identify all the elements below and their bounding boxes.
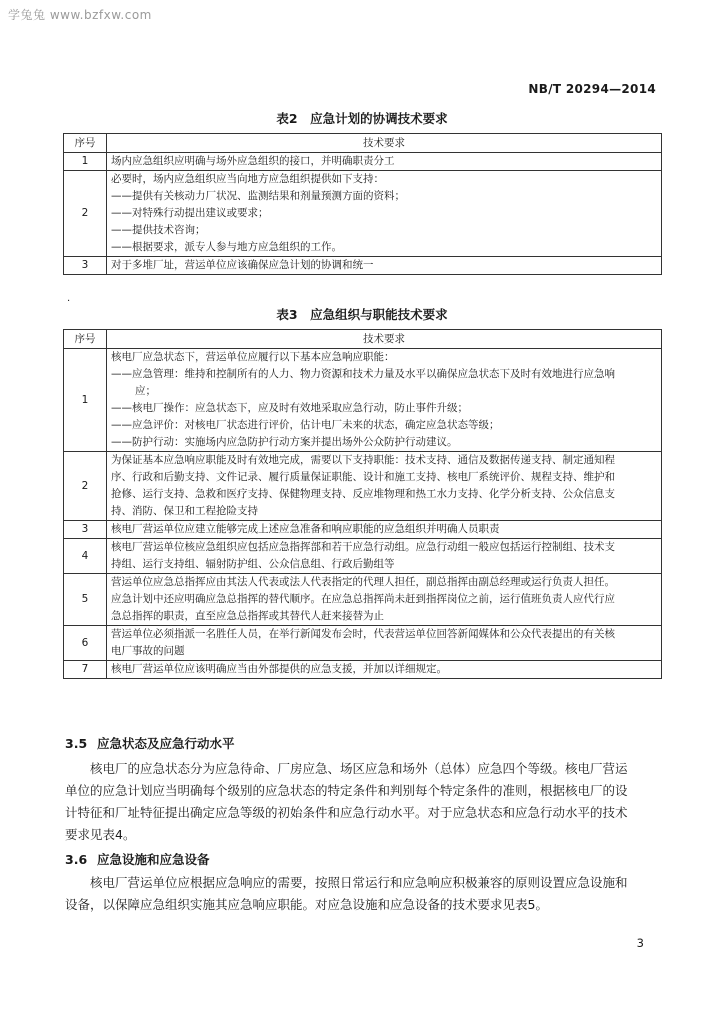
row-number: 1 — [64, 153, 107, 171]
col-header-requirement: 技术要求 — [107, 330, 662, 349]
text-line: 持、消防、保卫和工程抢险支持 — [111, 505, 258, 517]
row-requirement — [107, 153, 662, 171]
section-title: 应急设施和应急设备 — [97, 852, 210, 867]
text-line: 核电厂应急状态下，营运单位应履行以下基本应急响应职能： — [111, 351, 395, 363]
col-header-requirement: 技术要求 — [107, 134, 662, 153]
table-row — [64, 349, 662, 452]
row-requirement — [107, 521, 662, 539]
col-header-no: 序号 — [64, 134, 107, 153]
row-number: 3 — [64, 521, 107, 539]
text-line: 序、行政和后勤支持、文件记录、履行质量保证职能、设计和施工支持、核电厂系统评价、规程支持、维护和 — [111, 471, 615, 483]
row-requirement — [107, 661, 662, 679]
text-line: ——应急管理：维持和控制所有的人力、物力资源和技术力量及水平以确保应急状态下及时有效地进行应急响 — [111, 368, 615, 380]
row-number: 4 — [64, 539, 107, 574]
section-3-6-paragraph — [65, 872, 663, 916]
section-3-6-heading — [65, 850, 210, 868]
text-line: ——对特殊行动提出建议或要求； — [111, 207, 269, 219]
text-line: 营运单位应急总指挥应由其法人代表或法人代表指定的代理人担任，副总指挥由副总经理或运行负责人担任。 — [111, 576, 615, 588]
text-line: 应； — [135, 385, 156, 397]
text-line: ——提供技术咨询； — [111, 224, 206, 236]
text-line: 持组、运行支持组、辐射防护组、公众信息组、行政后勤组等 — [111, 558, 395, 570]
text-line: 要求见表4。 — [65, 827, 136, 842]
section-title: 应急状态及应急行动水平 — [97, 736, 235, 751]
text-line: 核电厂的应急状态分为应急待命、厂房应急、场区应急和场外（总体）应急四个等级。核电厂营运 — [90, 761, 628, 776]
text-line: 为保证基本应急响应职能及时有效地完成，需要以下支持职能：技术支持、通信及数据传递支持、制定通知程 — [111, 454, 615, 466]
row-number: 2 — [64, 171, 107, 257]
section-3-5-heading — [65, 734, 235, 752]
col-header-no: 序号 — [64, 330, 107, 349]
table2 — [63, 133, 662, 275]
text-line: ——核电厂操作：应急状态下，应及时有效地采取应急行动，防止事件升级； — [111, 402, 468, 414]
text-line: 急总指挥的职责，直至应急总指挥或其替代人赶来接替为止 — [111, 610, 384, 622]
text-line: 场内应急组织应明确与场外应急组织的接口，并明确职责分工 — [111, 155, 395, 167]
text-line: 设备，以保障应急组织实施其应急响应职能。对应急设施和应急设备的技术要求见表5。 — [65, 897, 548, 912]
row-requirement — [107, 452, 662, 521]
table-row — [64, 661, 662, 679]
row-requirement — [107, 574, 662, 626]
table-row — [64, 539, 662, 574]
table-row — [64, 257, 662, 275]
table-row — [64, 574, 662, 626]
text-line: ——根据要求，派专人参与地方应急组织的工作。 — [111, 241, 342, 253]
row-requirement — [107, 626, 662, 661]
text-line: 对于多堆厂址，营运单位应该确保应急计划的协调和统一 — [111, 259, 374, 271]
section-number: 3.6 — [65, 852, 88, 867]
table-row — [64, 153, 662, 171]
stray-mark: · — [67, 296, 71, 307]
text-line: 必要时，场内应急组织应当向地方应急组织提供如下支持： — [111, 173, 384, 185]
text-line: ——防护行动：实施场内应急防护行动方案并提出场外公众防护行动建议。 — [111, 436, 458, 448]
standard-number: NB/T 20294—2014 — [528, 82, 656, 96]
text-line: ——提供有关核动力厂状况、监测结果和剂量预测方面的资料； — [111, 190, 405, 202]
table-row — [64, 452, 662, 521]
row-number: 2 — [64, 452, 107, 521]
table2-caption: 表2 应急计划的协调技术要求 — [276, 111, 448, 126]
table-row — [64, 626, 662, 661]
row-requirement — [107, 171, 662, 257]
page-number: 3 — [636, 936, 644, 950]
row-requirement — [107, 349, 662, 452]
row-requirement — [107, 257, 662, 275]
text-line: 电厂事故的问题 — [111, 645, 185, 657]
text-line: ——应急评价：对核电厂状态进行评价，估计电厂未来的状态，确定应急状态等级； — [111, 419, 500, 431]
text-line: 单位的应急计划应当明确每个级别的应急状态的特定条件和判别每个特定条件的准则，根据核电厂的设 — [65, 783, 628, 798]
text-line: 核电厂营运单位应建立能够完成上述应急准备和响应职能的应急组织并明确人员职责 — [111, 523, 500, 535]
row-number: 3 — [64, 257, 107, 275]
site-watermark: 学兔兔 www.bzfxw.com — [8, 8, 152, 22]
text-line: 营运单位必须指派一名胜任人员，在举行新闻发布会时，代表营运单位回答新闻媒体和公众代表提出的有关核 — [111, 628, 615, 640]
text-line: 计特征和厂址特征提出确定应急等级的初始条件和应急行动水平。对于应急状态和应急行动水平的技术 — [65, 805, 628, 820]
row-number: 5 — [64, 574, 107, 626]
table3 — [63, 329, 662, 679]
row-requirement — [107, 539, 662, 574]
table-row — [64, 521, 662, 539]
text-line: 核电厂营运单位核应急组织应包括应急指挥部和若干应急行动组。应急行动组一般应包括运行控制组、技术支 — [111, 541, 615, 553]
table-header-row — [64, 134, 662, 153]
table-row — [64, 171, 662, 257]
text-line: 应急计划中还应明确应急总指挥的替代顺序。在应急总指挥尚未赶到指挥岗位之前，运行值班负责人应代行应 — [111, 593, 615, 605]
row-number: 6 — [64, 626, 107, 661]
section-3-5-paragraph — [65, 758, 663, 846]
row-number: 7 — [64, 661, 107, 679]
table-header-row — [64, 330, 662, 349]
text-line: 核电厂营运单位应该明确应当由外部提供的应急支援，并加以详细规定。 — [111, 663, 447, 675]
table3-caption: 表3 应急组织与职能技术要求 — [276, 307, 448, 322]
section-number: 3.5 — [65, 736, 88, 751]
text-line: 抢修、运行支持、急救和医疗支持、保健物理支持、反应堆物理和热工水力支持、化学分析支持、公众信息支 — [111, 488, 615, 500]
text-line: 核电厂营运单位应根据应急响应的需要，按照日常运行和应急响应积极兼容的原则设置应急设施和 — [90, 875, 628, 890]
row-number: 1 — [64, 349, 107, 452]
